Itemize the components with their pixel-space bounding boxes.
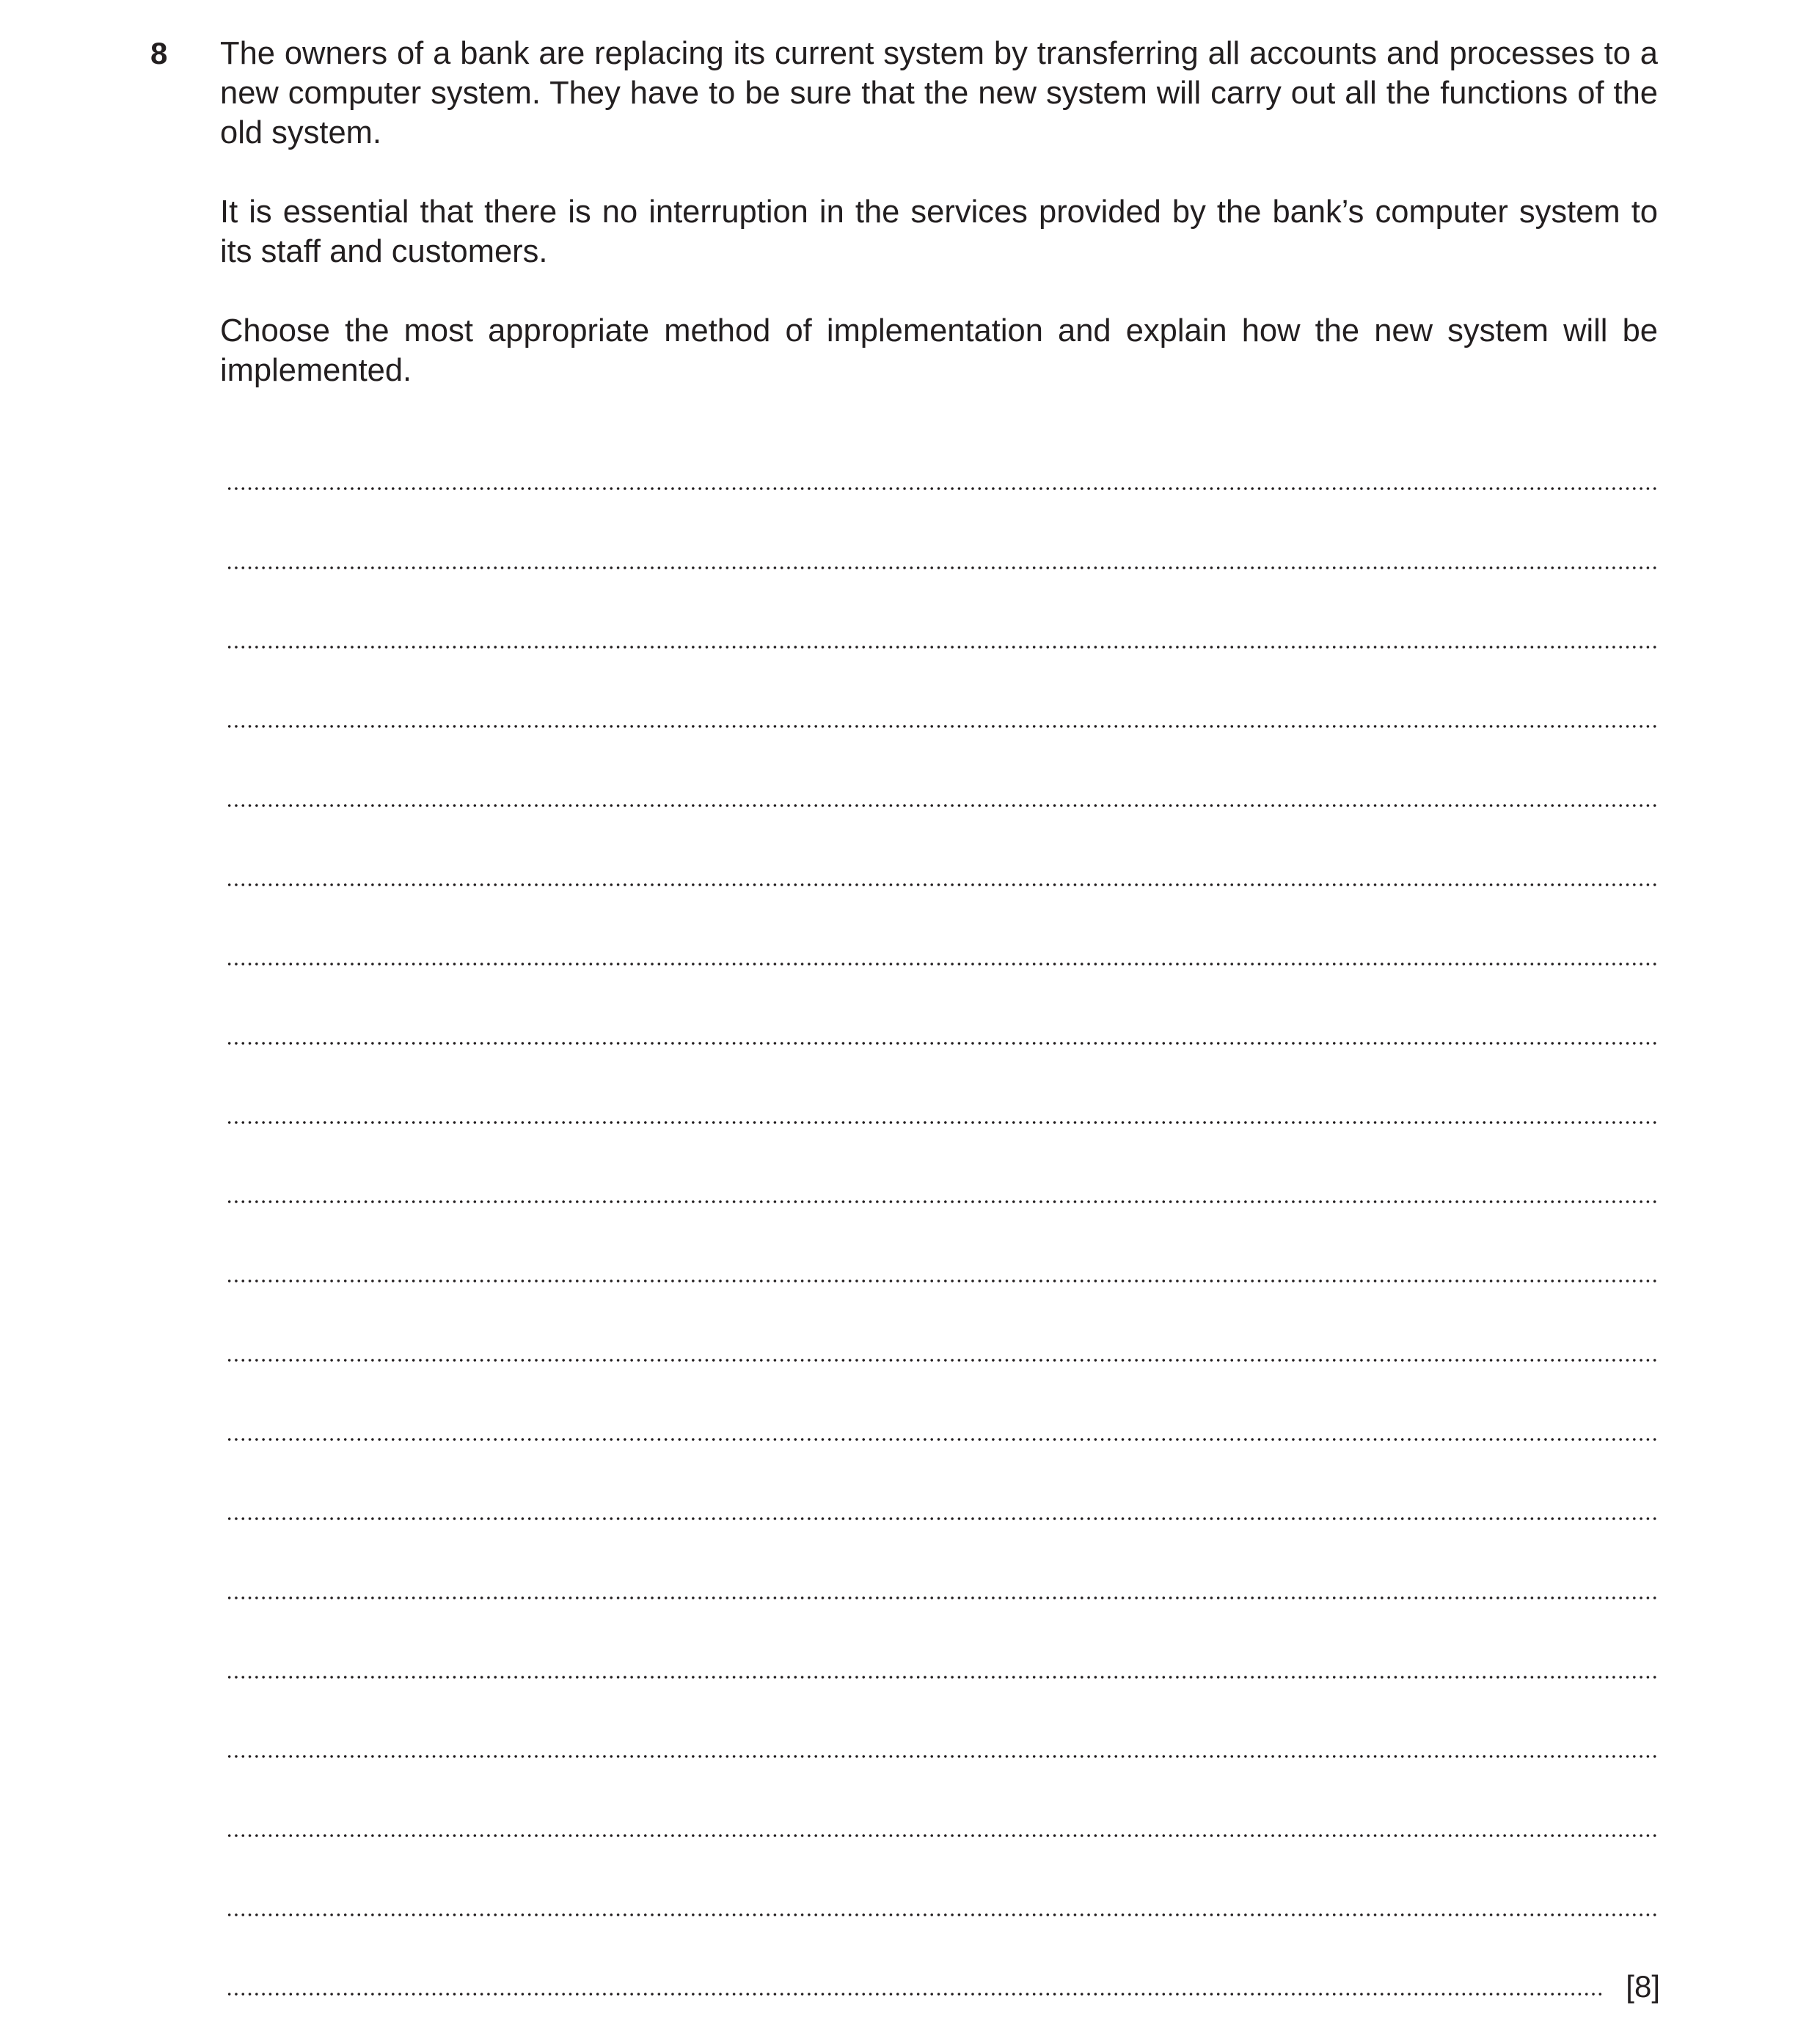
answer-line[interactable] — [226, 1203, 1660, 1282]
answer-line[interactable] — [226, 807, 1660, 886]
answer-line[interactable] — [226, 1837, 1660, 1916]
answer-line[interactable] — [226, 1758, 1660, 1837]
question-text — [220, 34, 1658, 390]
answer-line[interactable] — [226, 1599, 1660, 1679]
answer-line[interactable] — [226, 1124, 1660, 1203]
answer-line[interactable] — [226, 728, 1660, 807]
question-paragraph-1: The owners of a bank are replacing its current system by transferring all accounts and processes to a new computer system. They have to be sure that the new system will carry out all the functions of the old system. — [220, 36, 1658, 150]
answer-line[interactable] — [226, 886, 1660, 966]
answer-line[interactable] — [226, 1362, 1660, 1441]
answer-line[interactable] — [226, 966, 1660, 1045]
answer-line[interactable] — [226, 569, 1660, 649]
answer-line[interactable] — [226, 1045, 1660, 1124]
question-paragraph-3: Choose the most appropriate method of implementation and explain how the new system will be implemented. — [220, 313, 1658, 388]
answer-line[interactable] — [226, 490, 1660, 569]
marks-allocation: [8] — [1626, 1969, 1660, 2004]
dotted-rule — [226, 1993, 1605, 1996]
answer-line[interactable] — [226, 1282, 1660, 1362]
answer-line[interactable] — [226, 649, 1660, 728]
answer-line[interactable] — [226, 411, 1660, 490]
answer-line[interactable] — [226, 1441, 1660, 1520]
question-number: 8 — [150, 36, 168, 70]
answer-line[interactable] — [226, 1679, 1660, 1758]
answer-line[interactable] — [226, 1520, 1660, 1599]
question-paragraph-2: It is essential that there is no interruption in the services provided by the bank’s computer system to its staff and customers. — [220, 194, 1658, 269]
answer-line-final[interactable] — [226, 1916, 1660, 2004]
answer-area[interactable] — [226, 411, 1660, 2004]
